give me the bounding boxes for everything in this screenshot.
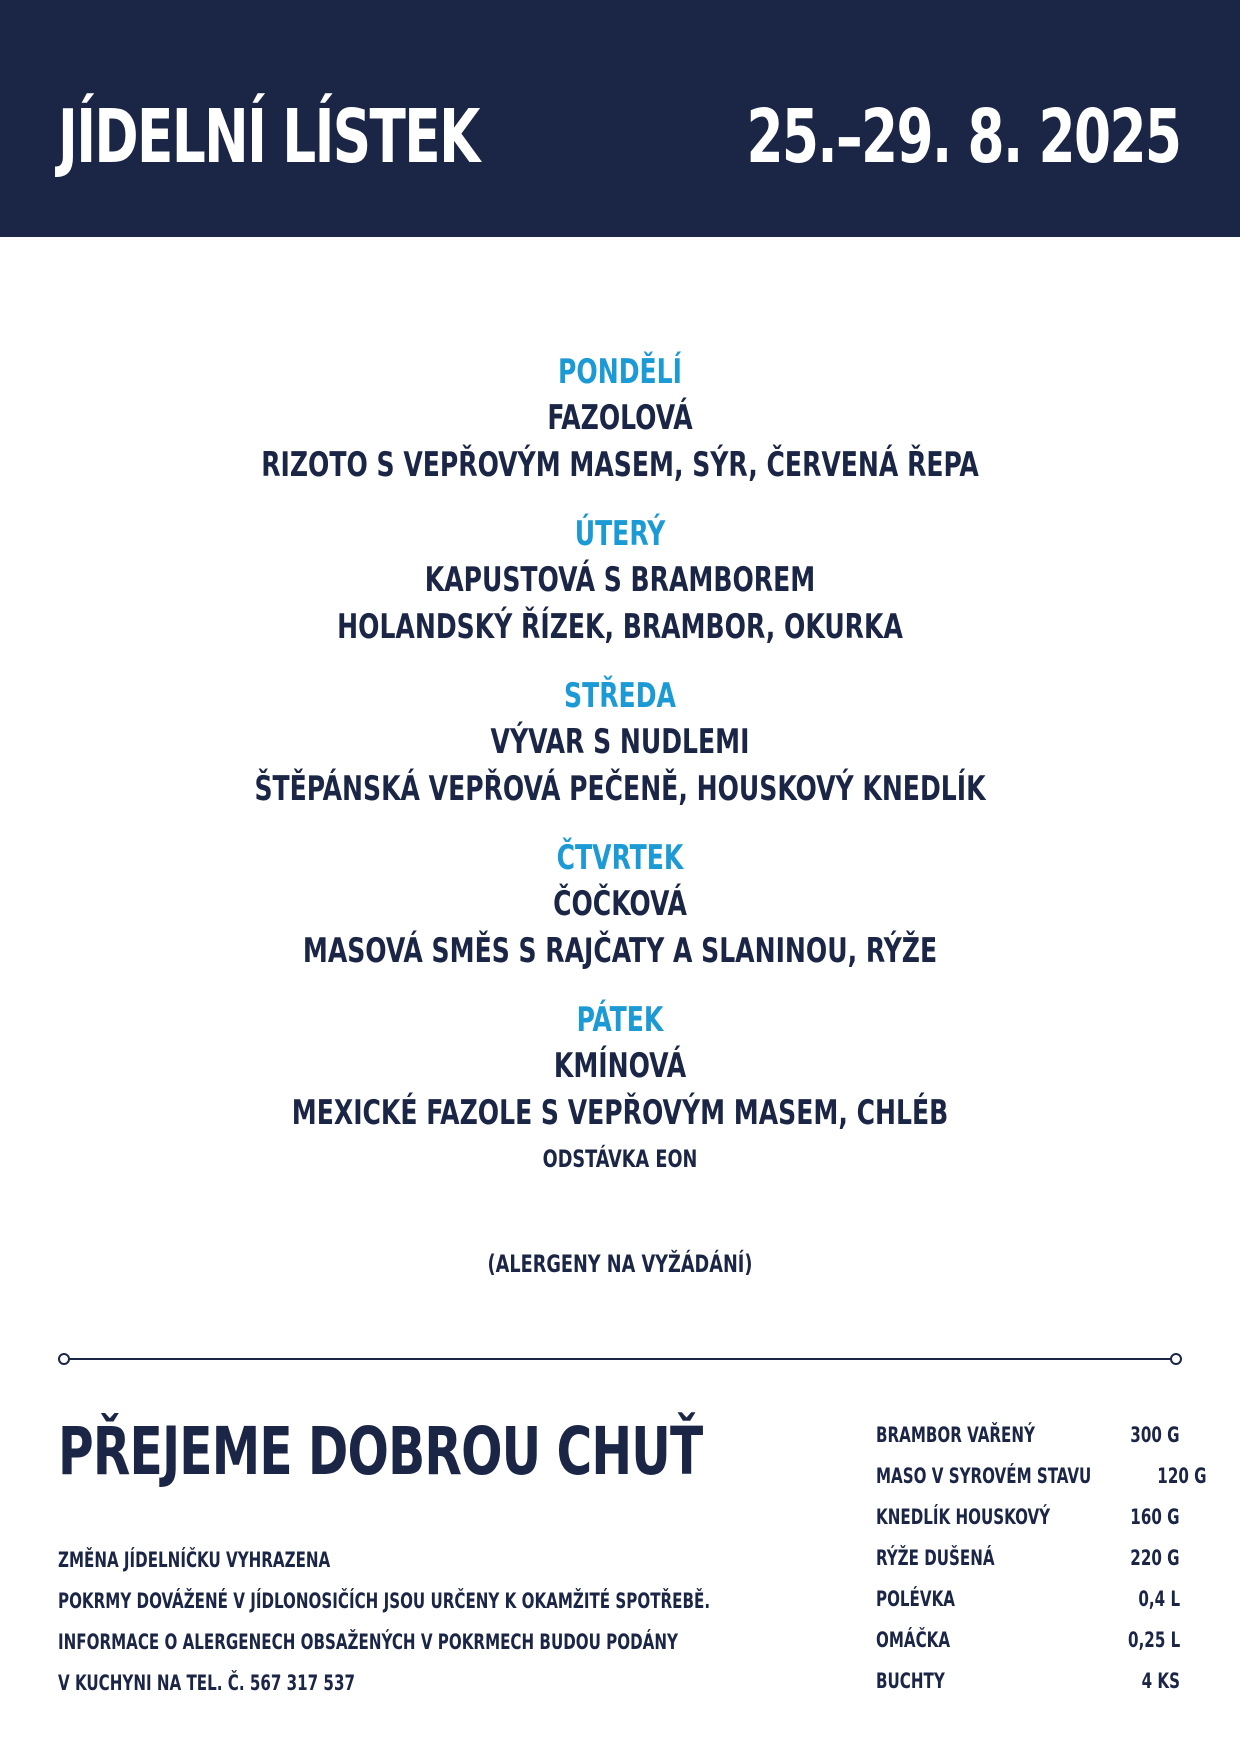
divider-end-dot xyxy=(58,1353,70,1365)
portion-row xyxy=(876,1414,1180,1455)
divider-end-dot xyxy=(1170,1353,1182,1365)
portion-name: KNEDLÍK HOUSKOVÝ xyxy=(876,1504,1051,1529)
portion-sizes xyxy=(876,1414,1207,1701)
day-name: ÚTERÝ xyxy=(574,514,666,554)
soup: KMÍNOVÁ xyxy=(553,1046,687,1086)
divider-line xyxy=(64,1358,1176,1360)
soup: ČOČKOVÁ xyxy=(553,884,687,924)
day-friday xyxy=(0,998,1240,1181)
portion-name: MASO V SYROVÉM STAVU xyxy=(876,1463,1092,1488)
header-banner xyxy=(0,0,1240,237)
portion-row xyxy=(876,1496,1180,1537)
portion-amount: 4 KS xyxy=(1141,1668,1180,1693)
info-notes xyxy=(58,1540,873,1704)
day-name: PÁTEK xyxy=(576,1000,664,1040)
day-wednesday xyxy=(0,674,1240,813)
portion-row xyxy=(876,1455,1207,1496)
soup: VÝVAR S NUDLEMI xyxy=(490,722,750,762)
day-tuesday xyxy=(0,512,1240,651)
info-line: V KUCHYNI NA TEL. Č. 567 317 537 xyxy=(58,1671,355,1695)
info-line: POKRMY DOVÁŽENÉ V JÍDLONOSIČÍCH JSOU URČENY K OKAMŽITÉ SPOTŘEBĚ. xyxy=(58,1589,711,1613)
main-dish: HOLANDSKÝ ŘÍZEK, BRAMBOR, OKURKA xyxy=(337,607,903,647)
portion-row xyxy=(876,1578,1180,1619)
page-title: JÍDELNÍ LÍSTEK xyxy=(58,94,479,180)
portion-row xyxy=(876,1660,1180,1701)
main-dish: RIZOTO S VEPŘOVÝM MASEM, SÝR, ČERVENÁ ŘEPA xyxy=(261,445,979,485)
closing-wish: PŘEJEME DOBROU CHUŤ xyxy=(58,1413,703,1490)
portion-amount: 300 G xyxy=(1130,1422,1180,1447)
main-dish: MASOVÁ SMĚS S RAJČATY A SLANINOU, RÝŽE xyxy=(302,931,938,971)
date-range: 25.–29. 8. 2025 xyxy=(746,94,1180,180)
info-line: ZMĚNA JÍDELNÍČKU VYHRAZENA xyxy=(58,1548,331,1572)
day-monday xyxy=(0,350,1240,489)
portion-name: RÝŽE DUŠENÁ xyxy=(876,1545,995,1570)
allergens-note: (ALERGENY NA VYŽÁDÁNÍ) xyxy=(487,1250,753,1278)
portion-name: BRAMBOR VAŘENÝ xyxy=(876,1422,1035,1447)
portion-amount: 0,25 L xyxy=(1127,1627,1180,1652)
day-note: ODSTÁVKA EON xyxy=(542,1145,698,1173)
portion-amount: 160 G xyxy=(1130,1504,1180,1529)
day-thursday xyxy=(0,836,1240,975)
portion-amount: 0,4 L xyxy=(1138,1586,1180,1611)
portion-row xyxy=(876,1619,1180,1660)
portion-name: BUCHTY xyxy=(876,1668,945,1693)
soup: FAZOLOVÁ xyxy=(547,398,693,438)
day-name: ČTVRTEK xyxy=(556,838,684,878)
main-dish: ŠTĚPÁNSKÁ VEPŘOVÁ PEČENĚ, HOUSKOVÝ KNEDLÍK xyxy=(254,769,986,809)
portion-amount: 120 G xyxy=(1157,1463,1207,1488)
portion-row xyxy=(876,1537,1180,1578)
soup: KAPUSTOVÁ S BRAMBOREM xyxy=(424,560,816,600)
weekly-menu xyxy=(0,350,1240,1204)
main-dish: MEXICKÉ FAZOLE S VEPŘOVÝM MASEM, CHLÉB xyxy=(291,1093,949,1133)
portion-name: POLÉVKA xyxy=(876,1586,955,1611)
day-name: STŘEDA xyxy=(564,676,676,716)
portion-name: OMÁČKA xyxy=(876,1627,951,1652)
day-name: PONDĚLÍ xyxy=(558,352,682,392)
info-line: INFORMACE O ALERGENECH OBSAŽENÝCH V POKRMECH BUDOU PODÁNY xyxy=(58,1630,678,1654)
portion-amount: 220 G xyxy=(1130,1545,1180,1570)
